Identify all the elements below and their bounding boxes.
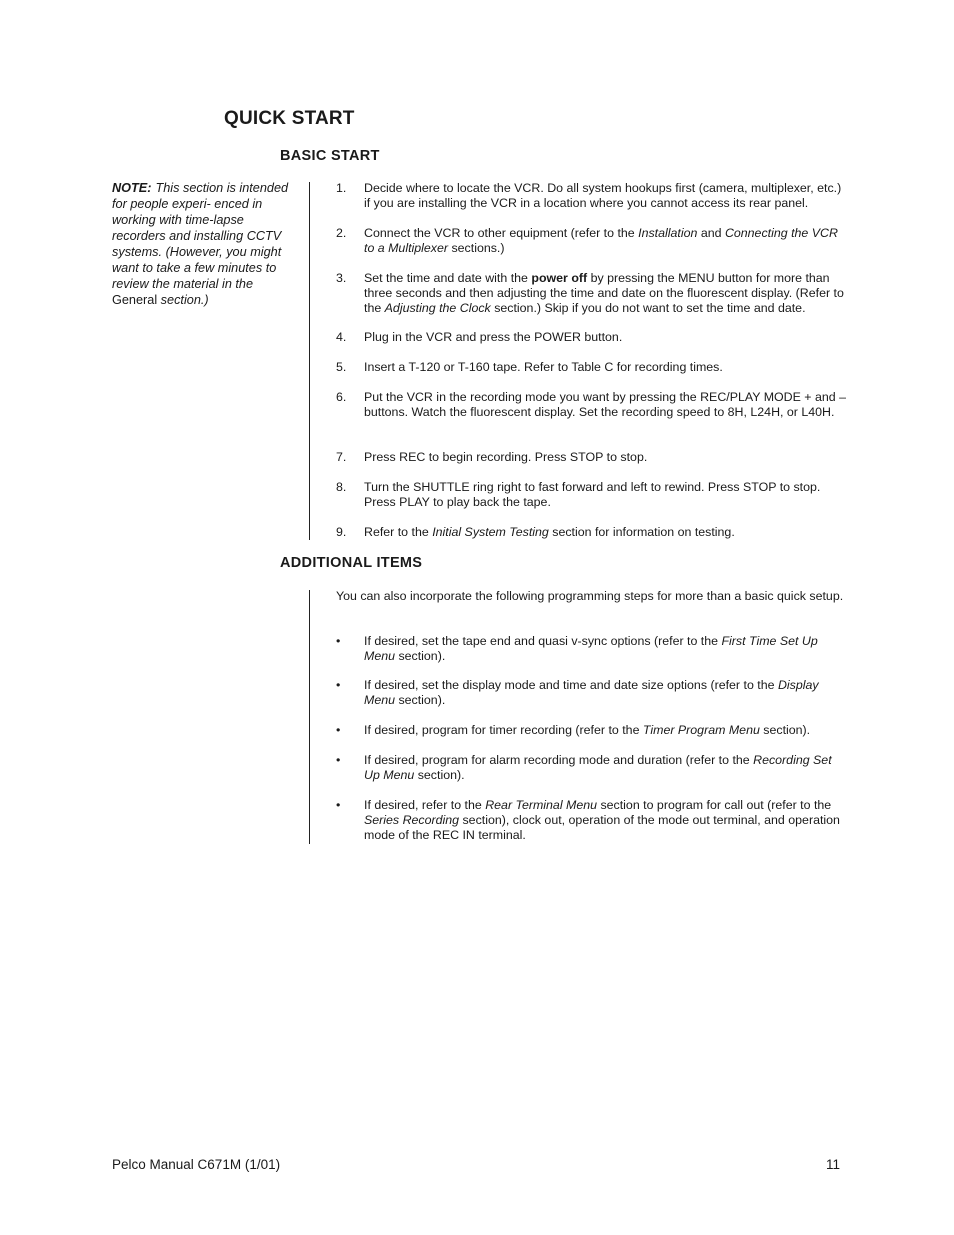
step-number: 4. [336,330,347,344]
note-label: NOTE: [112,181,152,195]
step-number: 9. [336,525,347,539]
section-heading-additional-items: ADDITIONAL ITEMS [280,555,423,571]
margin-rule-basic [309,182,310,540]
step-number: 8. [336,480,347,494]
step-text: Refer to the Initial System Testing section for information on testing. [364,525,735,539]
bullet: • [336,723,341,737]
note-general: General [112,293,158,307]
step-text: Connect the VCR to other equipment (refer to the Installation and Connecting the VCR to a Multiplexer sections.) [364,226,838,255]
step-text: Press REC to begin recording. Press STOP to stop. [364,450,648,464]
note-section: section.) [160,293,209,307]
step-text: Plug in the VCR and press the POWER button. [364,330,623,344]
footer-manual-id: Pelco Manual C671M (1/01) [112,1157,281,1172]
step-number: 5. [336,360,347,374]
bullet: • [336,753,341,767]
step-number: 6. [336,390,347,404]
step-number: 2. [336,226,347,240]
step-text: Decide where to locate the VCR. Do all system hookups first (camera, multiplexer, etc.) if you are installing the VCR in a location where you cannot access its rear panel. [364,181,842,210]
bullet-text: If desired, set the display mode and time and date size options (refer to the Display Menu section). [364,678,819,707]
bullet-text: If desired, program for alarm recording mode and duration (refer to the Recording Set Up Menu section). [364,753,832,782]
step-number: 7. [336,450,347,464]
side-note [112,180,292,308]
bullet: • [336,634,341,648]
step-text: Set the time and date with the power off by pressing the MENU button for more than three seconds and then adjusting the time and date on the fluorescent display. (Refer to the Adjusting the Clock section.) Skip if you do not want to set the time and date. [364,271,844,315]
additional-intro: You can also incorporate the following programming steps for more than a basic quick setup. [336,589,844,603]
bullet-text: If desired, set the tape end and quasi v-sync options (refer to the First Time Set Up Menu section). [364,634,818,663]
bullet-text: If desired, program for timer recording (refer to the Timer Program Menu section). [364,723,811,737]
note-text: This section is intended for people experi- enced in working with time-lapse recorders and installing CCTV systems. (However, you might want to take a few minutes to review the material in the [112,181,289,291]
step-text: Insert a T-120 or T-160 tape. Refer to Table C for recording times. [364,360,723,374]
step-text: Turn the SHUTTLE ring right to fast forward and left to rewind. Press STOP to stop. Press PLAY to play back the tape. [364,480,821,509]
section-heading-basic-start: BASIC START [280,148,380,164]
margin-rule-additional [309,590,310,844]
bullet-text: If desired, refer to the Rear Terminal Menu section to program for call out (refer to the Series Recording section), clock out, operation of the mode out terminal, and operation mode of the REC IN terminal. [364,798,840,842]
bullet: • [336,798,341,812]
page-title: QUICK START [224,108,355,129]
step-number: 1. [336,181,347,195]
step-number: 3. [336,271,347,285]
page-number: 11 [826,1157,841,1172]
bullet: • [336,678,341,692]
step-text: Put the VCR in the recording mode you want by pressing the REC/PLAY MODE + and – buttons. Watch the fluorescent display. Set the recording speed to 8H, L24H, or L40H. [364,390,846,419]
